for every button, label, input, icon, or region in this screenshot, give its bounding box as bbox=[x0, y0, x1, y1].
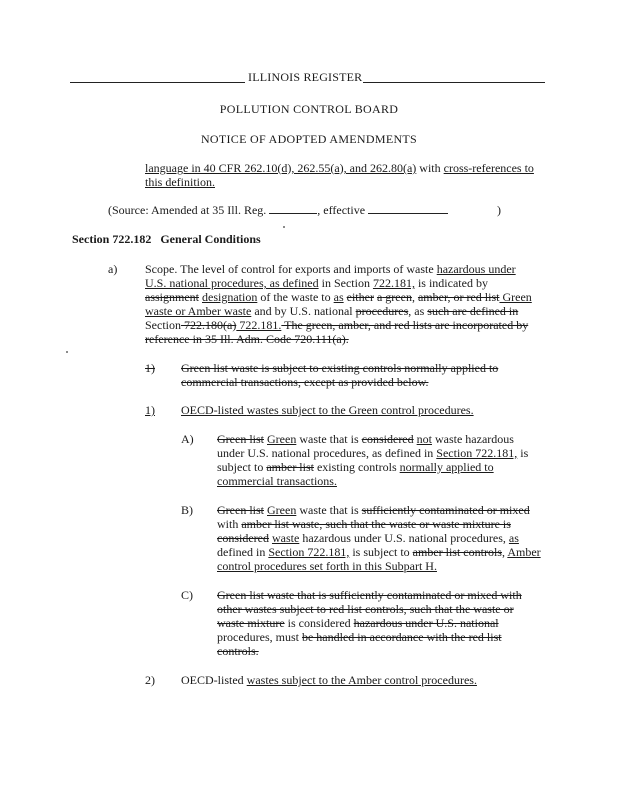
item-1-label: 1) bbox=[145, 403, 155, 417]
item-1-text: OECD-listed wastes subject to the Green control procedures. bbox=[181, 403, 474, 417]
item-A-text: Green list Green waste that is considered not waste hazardous under U.S. national procedures, as defined in Section 722.181, is subject to amber list existing controls normally applied to commercial transactions. bbox=[217, 432, 529, 488]
item-2-text: OECD-listed wastes subject to the Amber control procedures. bbox=[181, 673, 477, 687]
item-C-text: Green list waste that is sufficiently contaminated or mixed with other wastes subject to red list controls, such that the waste or waste mixture is considered hazardous under U.S. national procedures, must be handled in accordance with the red list controls. bbox=[217, 588, 522, 658]
intro-paragraph bbox=[145, 161, 545, 189]
item-A-label: A) bbox=[181, 432, 194, 446]
volume-blank bbox=[269, 203, 317, 214]
scan-speck bbox=[283, 226, 285, 228]
item-B-label: B) bbox=[181, 503, 193, 517]
notice-title: NOTICE OF ADOPTED AMENDMENTS bbox=[200, 132, 418, 146]
header-rule-right bbox=[363, 82, 545, 83]
source-line: (Source: Amended at 35 Ill. Reg. , effective ) bbox=[108, 203, 502, 217]
intro-line-2: this definition. bbox=[145, 175, 215, 189]
old-item-1-text: Green list waste is subject to existing controls normally applied to commercial transactions, except as provided below. bbox=[181, 361, 499, 389]
item-C-label: C) bbox=[181, 588, 193, 602]
old-item-1-label: 1) bbox=[145, 361, 155, 375]
para-a-text: Scope. The level of control for exports and imports of waste hazardous under U.S. national procedures, as defined in Section 722.181, is indicated by assignment designation of the waste to as either a green, amber, or red list Green waste or Amber waste and by U.S. national procedures, as such are defined in Section 722.180(a) 722.181. The green, amber, and red lists are incorporated by reference in 35 Ill. Adm. Code 720.111(a). bbox=[145, 262, 532, 346]
intro-line-1: language in 40 CFR 262.10(d), 262.55(a), and 262.80(a) with cross-references to bbox=[145, 161, 534, 175]
item-B-text: Green list Green waste that is sufficiently contaminated or mixed with amber list waste, such that the waste or waste mixture is considered waste hazardous under U.S. national procedures, as defined in Section 722.181, is subject to amber list controls, Amber control procedures set forth in this Subpart H. bbox=[217, 503, 541, 573]
register-title: ILLINOIS REGISTER bbox=[248, 70, 363, 84]
date-blank bbox=[368, 203, 448, 214]
para-a-label: a) bbox=[108, 262, 118, 276]
item-2-label: 2) bbox=[145, 673, 155, 687]
header-rule-left bbox=[70, 82, 245, 83]
scan-speck bbox=[66, 351, 68, 353]
board-title: POLLUTION CONTROL BOARD bbox=[219, 102, 399, 116]
section-heading: Section 722.182 General Conditions bbox=[72, 232, 261, 246]
